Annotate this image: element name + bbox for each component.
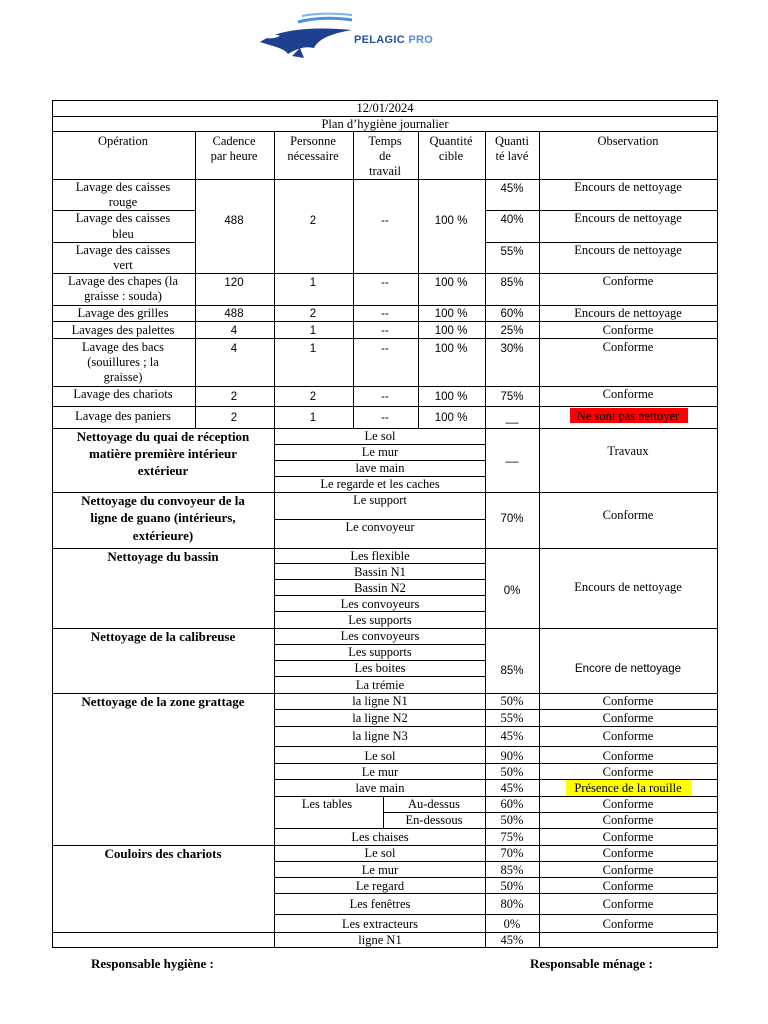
obs-convoyeur: Conforme (602, 508, 654, 522)
section-bassin-title: Nettoyage du bassin (107, 549, 219, 564)
quantite-paniers: 100 % (434, 412, 468, 424)
section-convoyeur-title-2: ligne de guano (intérieurs, (90, 510, 236, 525)
calibreuse-item: Les supports (348, 645, 412, 659)
col-cadence-2: par heure (210, 149, 258, 163)
tables-dessous-obs: Conforme (602, 813, 654, 827)
obs-bacs: Conforme (602, 340, 654, 354)
personne-palettes: 1 (309, 325, 317, 337)
couloirs-lave: 85% (500, 863, 524, 877)
op-bacs-3: graisse) (103, 370, 143, 384)
grattage-lave: 50% (500, 765, 524, 779)
bassin-item: Les convoyeurs (340, 597, 420, 611)
obs-quai: Travaux (607, 444, 649, 458)
tables-dessous-lave: 50% (500, 813, 524, 827)
lave-caisses-vert: 55% (500, 246, 524, 258)
op-caisses-vert-1: Lavage des caisses (75, 243, 171, 257)
cadence-bacs: 4 (230, 343, 238, 355)
obs-caisses-rouge: Encours de nettoyage (574, 180, 682, 194)
bassin-item: Bassin N1 (354, 565, 406, 579)
chaises-item: Les chaises (351, 830, 409, 844)
logo-suffix: PRO (408, 34, 434, 46)
cadence-chariots: 2 (230, 391, 238, 403)
grattage-obs: Conforme (602, 749, 654, 763)
quantite-chapes: 100 % (434, 277, 468, 289)
lave-chapes: 85% (500, 277, 524, 289)
couloirs-obs: Conforme (602, 917, 654, 931)
section-quai-title-3: extérieur (137, 463, 189, 478)
lave-paniers: __ (505, 412, 519, 424)
grattage-lave: 50% (500, 694, 524, 708)
ligne-lave: 45% (500, 933, 524, 947)
couloirs-item: Les extracteurs (341, 917, 419, 931)
grattage-lave: 45% (500, 729, 524, 743)
lave-quai: __ (505, 451, 519, 463)
obs-grilles: Encours de nettoyage (574, 306, 682, 320)
temps-chariots: -- (381, 391, 389, 403)
obs-bassin: Encours de nettoyage (574, 580, 682, 594)
quai-item: lave main (355, 461, 405, 475)
obs-chapes: Conforme (602, 274, 654, 288)
couloirs-obs: Conforme (602, 846, 654, 860)
col-lave-2: té lavé (495, 149, 529, 163)
personne-chariots: 2 (309, 391, 317, 403)
lave-palettes: 25% (500, 325, 524, 337)
quantite-caisses: 100 % (434, 215, 468, 227)
bassin-item: Les flexible (350, 549, 410, 563)
temps-grilles: -- (381, 308, 389, 320)
quantite-grilles: 100 % (434, 308, 468, 320)
col-personne-2: nécessaire (287, 149, 339, 163)
grattage-lave: 45% (500, 781, 524, 795)
personne-bacs: 1 (309, 343, 317, 355)
op-palettes: Lavages des palettes (71, 323, 175, 337)
grattage-obs: Conforme (602, 729, 654, 743)
quantite-bacs: 100 % (434, 343, 468, 355)
grattage-item: lave main (355, 781, 405, 795)
obs-calibreuse: Encore de nettoyage (574, 663, 682, 675)
section-couloirs-title: Couloirs des chariots (104, 846, 222, 861)
temps-paniers: -- (381, 412, 389, 424)
col-quantite-1: Quantité (429, 134, 473, 148)
cadence-caisses: 488 (224, 215, 244, 227)
personne-caisses: 2 (309, 215, 317, 227)
grattage-obs: Conforme (602, 694, 654, 708)
couloirs-lave: 70% (500, 846, 524, 860)
col-lave-1: Quanti (494, 134, 530, 148)
grattage-item: Le mur (361, 765, 399, 779)
couloirs-obs: Conforme (602, 897, 654, 911)
section-grattage-title: Nettoyage de la zone grattage (81, 694, 245, 709)
col-cadence-1: Cadence (212, 134, 256, 148)
grattage-obs: Présence de la rouille (574, 781, 682, 795)
op-chapes-1: Lavage des chapes (la (67, 274, 179, 288)
lave-chariots: 75% (500, 391, 524, 403)
section-convoyeur-title-1: Nettoyage du convoyeur de la (81, 493, 245, 508)
quai-item: Le mur (361, 445, 399, 459)
op-bacs-2: (souillures ; la (87, 355, 159, 369)
grattage-item: Le sol (364, 749, 396, 763)
footer-menage-signature: Responsable ménage : (530, 956, 653, 971)
personne-paniers: 1 (309, 412, 317, 424)
col-personne-1: Personne (290, 134, 336, 148)
tables-dessus-lave: 60% (500, 797, 524, 811)
op-bacs-1: Lavage des bacs (82, 340, 164, 354)
chaises-obs: Conforme (602, 830, 654, 844)
op-paniers: Lavage des paniers (75, 409, 171, 423)
calibreuse-item: La trémie (355, 678, 405, 692)
section-quai-title-1: Nettoyage du quai de réception (76, 429, 250, 444)
tables-dessus-obs: Conforme (602, 797, 654, 811)
obs-caisses-vert: Encours de nettoyage (574, 243, 682, 257)
lave-calibreuse: 85% (500, 665, 524, 677)
grattage-obs: Conforme (602, 711, 654, 725)
couloirs-item: Le sol (364, 846, 396, 860)
obs-paniers: Ne sont pas nettoyer (576, 409, 680, 423)
op-chariots: Lavage des chariots (73, 387, 173, 401)
quantite-palettes: 100 % (434, 325, 468, 337)
couloirs-lave: 80% (500, 897, 524, 911)
cadence-chapes: 120 (224, 277, 244, 289)
section-calibreuse-title: Nettoyage de la calibreuse (90, 629, 236, 644)
temps-caisses: -- (381, 215, 389, 227)
op-caisses-bleu-1: Lavage des caisses (75, 211, 171, 225)
lave-grilles: 60% (500, 308, 524, 320)
lave-convoyeur: 70% (500, 513, 524, 525)
cadence-paniers: 2 (230, 412, 238, 424)
op-caisses-vert-2: vert (113, 258, 133, 272)
col-observation: Observation (597, 134, 659, 148)
op-caisses-bleu-2: bleu (112, 227, 134, 241)
personne-chapes: 1 (309, 277, 317, 289)
lave-caisses-bleu: 40% (500, 214, 524, 226)
calibreuse-item: Les convoyeurs (340, 629, 420, 643)
col-temps-3: travail (369, 164, 401, 178)
op-caisses-rouge-1: Lavage des caisses (75, 180, 171, 194)
op-grilles: Lavage des grilles (77, 306, 169, 320)
lave-caisses-rouge: 45% (500, 183, 524, 195)
couloirs-obs: Conforme (602, 863, 654, 877)
col-quantite-2: cible (438, 149, 464, 163)
bassin-item: Les supports (348, 613, 412, 627)
section-convoyeur-title-3: extérieure) (132, 528, 194, 543)
grattage-item: la ligne N3 (352, 729, 408, 743)
couloirs-item: Le mur (361, 863, 399, 877)
tables-dessus: Au-dessus (407, 797, 461, 811)
section-quai-title-2: matière première intérieur (89, 446, 237, 461)
convoyeur-item: Le support (353, 493, 407, 507)
col-operation: Opération (98, 134, 148, 148)
couloirs-obs: Conforme (602, 879, 654, 893)
couloirs-item: Les fenêtres (349, 897, 411, 911)
quai-item: Le sol (364, 429, 396, 443)
grattage-obs: Conforme (602, 765, 654, 779)
tables-label: Les tables (301, 797, 353, 811)
temps-bacs: -- (381, 343, 389, 355)
grattage-item: la ligne N1 (352, 694, 408, 708)
grattage-lave: 55% (500, 711, 524, 725)
calibreuse-item: Les boites (354, 661, 406, 675)
col-temps-1: Temps (368, 134, 402, 148)
bassin-item: Bassin N2 (354, 581, 406, 595)
couloirs-lave: 0% (503, 917, 521, 931)
obs-caisses-bleu: Encours de nettoyage (574, 211, 682, 225)
obs-palettes: Conforme (602, 323, 654, 337)
temps-chapes: -- (381, 277, 389, 289)
lave-bassin: 0% (503, 585, 521, 597)
footer-hygiene-signature: Responsable hygiène : (91, 956, 214, 971)
cadence-grilles: 488 (224, 308, 244, 320)
op-chapes-2: graisse : souda) (84, 289, 162, 303)
grattage-lave: 90% (500, 749, 524, 763)
chaises-lave: 75% (500, 830, 524, 844)
plan-date: 12/01/2024 (356, 101, 414, 115)
couloirs-lave: 50% (500, 879, 524, 893)
cadence-palettes: 4 (230, 325, 238, 337)
temps-palettes: -- (381, 325, 389, 337)
tables-dessous: En-dessous (405, 813, 463, 827)
grattage-item: la ligne N2 (352, 711, 408, 725)
plan-title: Plan d’hygiène journalier (321, 117, 449, 131)
obs-chariots: Conforme (602, 387, 654, 401)
col-temps-2: de (379, 149, 391, 163)
logo-brand: PELAGIC (354, 34, 405, 46)
convoyeur-item: Le convoyeur (345, 520, 415, 534)
op-caisses-rouge-2: rouge (108, 195, 138, 209)
lave-bacs: 30% (500, 343, 524, 355)
quai-item: Le regarde et les caches (320, 477, 440, 491)
couloirs-item: Le regard (355, 879, 405, 893)
quantite-chariots: 100 % (434, 391, 468, 403)
ligne-item: ligne N1 (358, 933, 402, 947)
personne-grilles: 2 (309, 308, 317, 320)
